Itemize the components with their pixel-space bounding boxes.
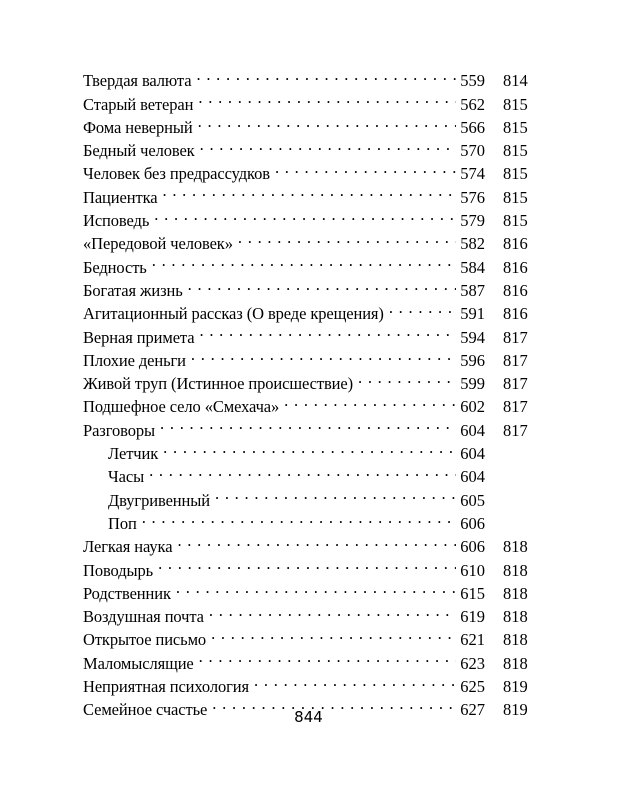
- toc-entry-notes-page-number: 818: [503, 630, 528, 650]
- toc-dot-leader: [154, 203, 456, 226]
- toc-entry-title: Летчик: [108, 444, 159, 464]
- toc-entry-page-number: 579: [460, 211, 485, 231]
- toc-dot-leader: [158, 552, 456, 575]
- toc-entry-title: «Передовой человек»: [83, 234, 233, 254]
- toc-entry-notes-page-number: 814: [503, 71, 528, 91]
- page-folio-number: 844: [294, 708, 323, 726]
- toc-entry-page-number: 606: [460, 513, 485, 533]
- toc-entry-page-number: 562: [460, 94, 485, 114]
- toc-entry-page-number: 594: [460, 327, 485, 347]
- toc-dot-leader: [142, 506, 456, 529]
- toc-entry-page-number: 605: [460, 490, 485, 510]
- toc-entry-title: Человек без предрассудков: [83, 164, 270, 184]
- toc-dot-leader: [254, 669, 456, 692]
- toc-entry-notes-page-number: 815: [503, 141, 528, 161]
- toc-entry-title: Поводырь: [83, 560, 154, 580]
- toc-entry-title: Двугривенный: [108, 490, 210, 510]
- toc-dot-leader: [200, 133, 456, 156]
- toc-dot-leader: [188, 273, 456, 296]
- toc-entry-title: Подшефное село «Смехача»: [83, 397, 280, 417]
- toc-entry-notes-page-number: 817: [503, 350, 528, 370]
- toc-entry-notes-page-number: 817: [503, 420, 528, 440]
- toc-dot-leader: [211, 622, 456, 645]
- toc-entry-notes-page-number: 817: [503, 374, 528, 394]
- toc-entry-notes-page-number: 815: [503, 164, 528, 184]
- toc-entry-title: Открытое письмо: [83, 630, 207, 650]
- toc-entry-notes-page-number: 819: [503, 677, 528, 697]
- toc-entry-title: Пациентка: [83, 187, 158, 207]
- toc-entry-notes-page-number: 818: [503, 583, 528, 603]
- toc-dot-leader: [199, 319, 456, 342]
- toc-entry-title: Родственник: [83, 583, 171, 603]
- toc-entry-notes-page-number: 815: [503, 187, 528, 207]
- toc-dot-leader: [152, 249, 456, 272]
- toc-entry-title: Богатая жизнь: [83, 280, 183, 300]
- toc-entry-title: Бедность: [83, 257, 147, 277]
- toc-entry-title: Плохие деньги: [83, 350, 186, 370]
- toc-entry-notes-page-number: 817: [503, 397, 528, 417]
- toc-dot-leader: [358, 366, 456, 389]
- toc-dot-leader: [275, 156, 456, 179]
- toc-entry-page-number: 602: [460, 397, 485, 417]
- toc-entry-title: Неприятная психология: [83, 677, 250, 697]
- toc-entry-page-number: 623: [460, 653, 485, 673]
- toc-entry-title: Воздушная почта: [83, 607, 204, 627]
- toc-entry-page-number: 587: [460, 280, 485, 300]
- toc-entry-notes-page-number: 818: [503, 537, 528, 557]
- toc-entry-page-number: 604: [460, 444, 485, 464]
- toc-entry-title: Фома неверный: [83, 117, 193, 137]
- toc-entry-page-number: 574: [460, 164, 485, 184]
- toc-entry-notes-page-number: 818: [503, 607, 528, 627]
- toc-entry-page-number: 610: [460, 560, 485, 580]
- toc-entry-notes-page-number: 818: [503, 653, 528, 673]
- toc-entry-title: Исповедь: [83, 211, 150, 231]
- toc-entry-notes-page-number: 817: [503, 327, 528, 347]
- toc-entry-page-number: 604: [460, 467, 485, 487]
- toc-entry-notes-page-number: 815: [503, 117, 528, 137]
- toc-entry-notes-page-number: 819: [503, 700, 528, 720]
- toc-dot-leader: [198, 110, 456, 133]
- toc-dot-leader: [215, 482, 456, 505]
- toc-entry-page-number: 570: [460, 141, 485, 161]
- toc-entry-title: Разговоры: [83, 420, 155, 440]
- toc-entry-title: Маломыслящие: [83, 653, 194, 673]
- toc-dot-leader: [176, 576, 456, 599]
- toc-dot-leader: [149, 459, 456, 482]
- toc-entry-notes-page-number: 815: [503, 94, 528, 114]
- toc-entry-page-number: 576: [460, 187, 485, 207]
- toc-entry-page-number: 615: [460, 583, 485, 603]
- toc-dot-leader: [284, 389, 456, 412]
- toc-dot-leader: [209, 599, 456, 622]
- toc-entry-title: Часы: [108, 467, 145, 487]
- toc-entry-title: Старый ветеран: [83, 94, 194, 114]
- toc-entry-title: Верная примета: [83, 327, 195, 347]
- toc-entry-notes-page-number: 816: [503, 280, 528, 300]
- toc-entry-page-number: 591: [460, 304, 485, 324]
- toc-dot-leader: [191, 343, 456, 366]
- toc-entry-page-number: 627: [460, 700, 485, 720]
- toc-entry-title: Поп: [108, 513, 137, 533]
- toc-entry-page-number: 566: [460, 117, 485, 137]
- toc-entry-page-number: 625: [460, 677, 485, 697]
- toc-dot-leader: [177, 529, 456, 552]
- toc-entry-page-number: 619: [460, 607, 485, 627]
- toc-dot-leader: [163, 436, 456, 459]
- toc-dot-leader: [238, 226, 456, 249]
- toc-entry-notes-page-number: 816: [503, 257, 528, 277]
- toc-entry-notes-page-number: 816: [503, 234, 528, 254]
- toc-entry-page-number: 584: [460, 257, 485, 277]
- toc-entry-page-number: 606: [460, 537, 485, 557]
- toc-entry-title: Бедный человек: [83, 141, 195, 161]
- toc-entry-notes-page-number: 816: [503, 304, 528, 324]
- toc-dot-leader: [198, 86, 456, 109]
- toc-entry-notes-page-number: 818: [503, 560, 528, 580]
- toc-entry-title: Семейное счастье: [83, 700, 208, 720]
- toc-entry-title: Легкая наука: [83, 537, 173, 557]
- toc-dot-leader: [389, 296, 456, 319]
- toc-dot-leader: [162, 179, 456, 202]
- toc-entry-page-number: 582: [460, 234, 485, 254]
- toc-entry-row[interactable]: [83, 63, 543, 91]
- toc-entry-title: Твердая валюта: [83, 71, 192, 91]
- toc-entry-page-number: 621: [460, 630, 485, 650]
- toc-dot-leader: [160, 412, 456, 435]
- toc-entry-notes-page-number: 815: [503, 211, 528, 231]
- toc-entry-page-number: 599: [460, 374, 485, 394]
- toc-entry-page-number: 559: [460, 71, 485, 91]
- toc-dot-leader: [199, 645, 456, 668]
- toc-entry-title: Живой труп (Истинное происшествие): [83, 374, 353, 394]
- toc-entry-page-number: 596: [460, 350, 485, 370]
- toc-entry-title: Агитационный рассказ (О вреде крещения): [83, 304, 384, 324]
- toc-dot-leader: [196, 63, 456, 86]
- toc-entry-page-number: 604: [460, 420, 485, 440]
